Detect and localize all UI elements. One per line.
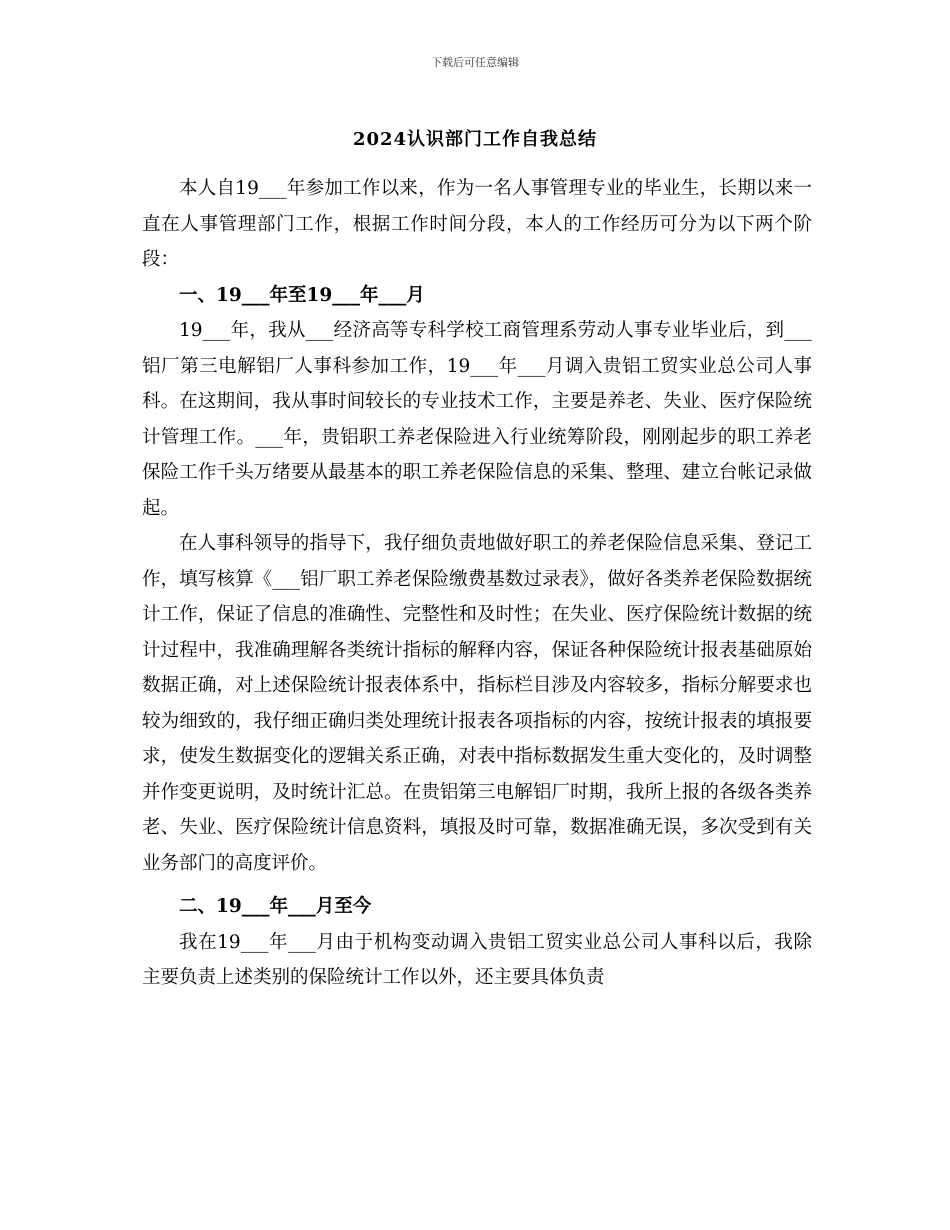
paragraph-section2: 我在19___年___月由于机构变动调入贵铝工贸实业总公司人事科以后，我除主要负责上述类别的保险统计工作以外，还主要具体负责 [142,931,812,988]
document-title: 2024认识部门工作自我总结 [352,129,598,150]
document-body [142,171,812,996]
paragraph-section1-a: 19___年，我从___经济高等专科学校工商管理系劳动人事专业毕业后，到___铝厂第三电解铝厂人事科参加工作，19___年___月调入贵铝工贸实业总公司人事科。在这期间，我从事时间较长的专业技术工作，主要是养老、失业、医疗保险统计管理工作。___年，贵铝职工养老保险进入行业统筹阶段，刚刚起步的职工养老保险工作千头万绪要从最基本的职工养老保险信息的采集、整理、建立台帐记录做起。 [142,320,812,519]
section-heading-1: 一、19___年至19___年___月 [179,284,425,306]
paragraph-intro: 本人自19___年参加工作以来，作为一名人事管理专业的毕业生，长期以来一直在人事管理部门工作，根据工作时间分段，本人的工作经历可分为以下两个阶段： [142,178,812,270]
section-heading-2: 二、19___年___月至今 [179,896,372,917]
paragraph-section1-b: 在人事科领导的指导下，我仔细负责地做好职工的养老保险信息采集、登记工作，填写核算《___铝厂职工养老保险缴费基数过录表》，做好各类养老保险数据统计工作，保证了信息的准确性、完整性和及时性；在失业、医疗保险统计数据的统计过程中，我准确理解各类统计指标的解释内容，保证各种保险统计报表基础原始数据正确，对上述保险统计报表体系中，指标栏目涉及内容较多，指标分解要求也较为细致的，我仔细正确归类处理统计报表各项指标的内容，按统计报表的填报要求，使发生数据变化的逻辑关系正确，对表中指标数据发生重大变化的，及时调整并作变更说明，及时统计汇总。在贵铝第三电解铝厂时期，我所上报的各级各类养老、失业、医疗保险统计信息资料，填报及时可靠，数据准确无误，多次受到有关业务部门的高度评价。 [142,533,812,874]
header-note: 下载后可任意编辑 [431,56,519,69]
